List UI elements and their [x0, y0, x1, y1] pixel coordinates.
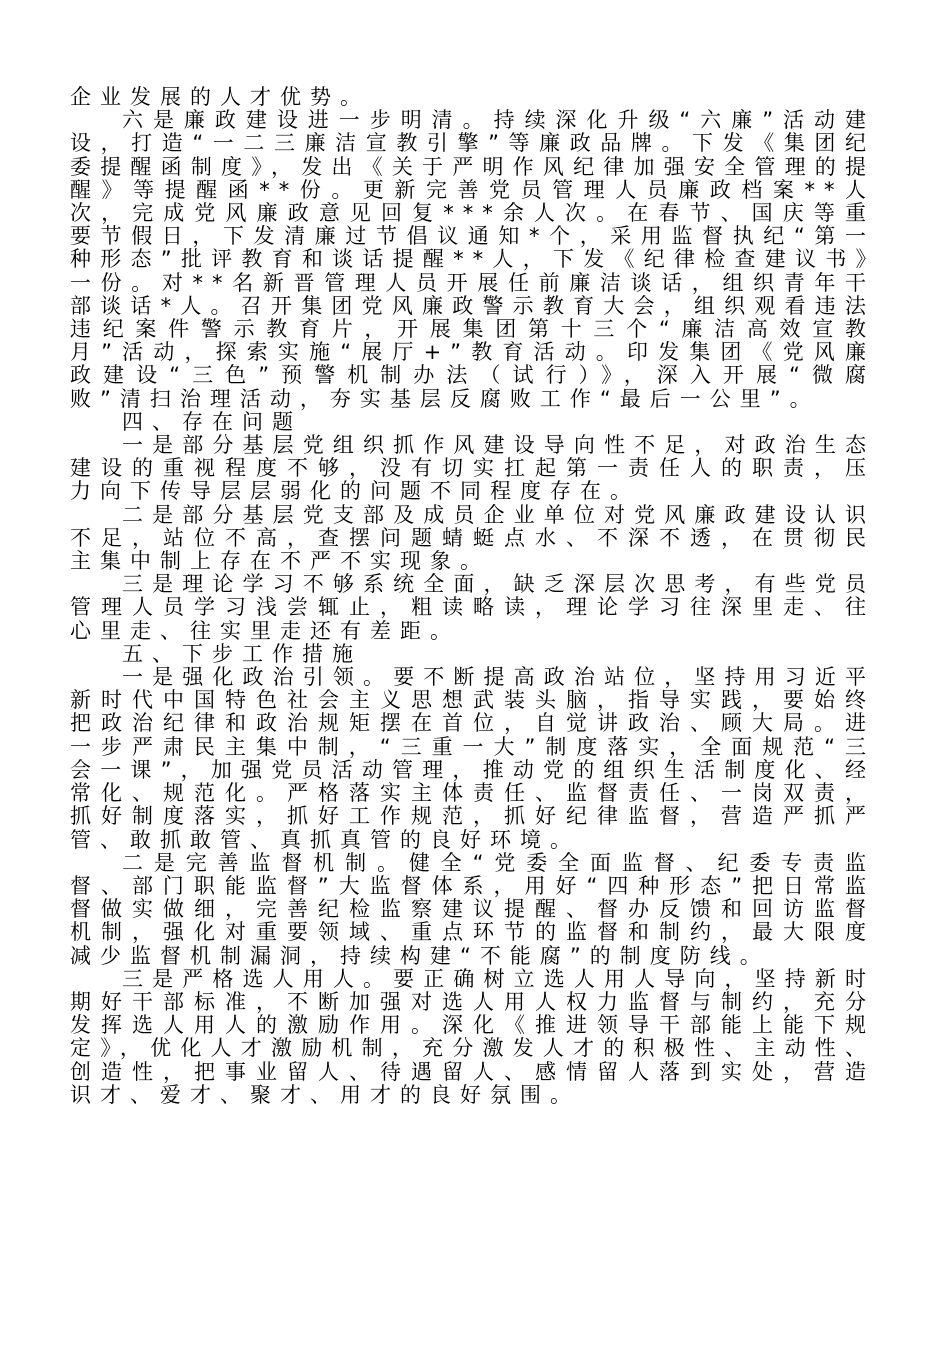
section-heading-existing-problems: 四、存在问题 [122, 409, 302, 434]
paragraph-problem-3: 三是理论学习不够系统全面，缺乏深层次思考，有些党员管理人员学习浅尝辄止，粗读略读，理论学习往深里走、往心里走、往实里走还有差距。 [70, 572, 875, 643]
paragraph-problem-1: 一是部分基层党组织抓作风建设导向性不足，对政治生态建设的重视程度不够，没有切实扛起第一责任人的职责，压力向下传导层层弱化的问题不同程度存在。 [70, 433, 875, 504]
section-heading-next-steps: 五、下步工作措施 [122, 641, 362, 666]
paragraph-problem-2: 二是部分基层党支部及成员企业单位对党风廉政建设认识不足，站位不高，查摆问题蜻蜓点水、不深不透，在贯彻民主集中制上存在不严不实现象。 [70, 502, 875, 574]
paragraph-measure-3: 三是严格选人用人。要正确树立选人用人导向，坚持新时期好干部标准，不断加强对选人用人权力监督与制约，充分发挥选人用人的激励作用。深化《推进领导干部能上能下规定》，优化人才激励机制，充分激发人才的积极性、主动性、创造性，把事业留人、待遇留人、感情留人落到实处，营造识才、爱才、聚才、用才的良好氛围。 [70, 966, 875, 1107]
paragraph-integrity-building: 六是廉政建设进一步明清。持续深化升级“六廉”活动建设，打造“一二三廉洁宣教引擎”等廉政品牌。下发《集团纪委提醒函制度》，发出《关于严明作风纪律加强安全管理的提醒》等提醒函**份。更新完善党员管理人员廉政档案**人次，完成党风廉政意见回复***余人次。在春节、国庆等重要节假日，下发清廉过节倡议通知*个，采用监督执纪“第一种形态”批评教育和谈话提醒**人，下发《纪律检查建议书》一份。对**名新晋管理人员开展任前廉洁谈话，组织青年干部谈话*人。召开集团党风廉政警示教育大会，组织观看违法违纪案件警示教育片，开展集团第十三个“廉洁高效宣教月”活动，探索实施“展厅+”教育活动。印发集团《党风廉政建设“三色”预警机制办法（试行）》，深入开展“微腐败”清扫治理活动，夯实基层反腐败工作“最后一公里”。 [70, 108, 875, 411]
paragraph-measure-1: 一是强化政治引领。要不断提高政治站位，坚持用习近平新时代中国特色社会主义思想武装头脑，指导实践，要始终把政治纪律和政治规矩摆在首位，自觉讲政治、顾大局。进一步严肃民主集中制，“三重一大”制度落实，全面规范“三会一课”，加强党员活动管理，推动党的组织生活制度化、经常化、规范化。严格落实主体责任、监督责任、一岗双责，抓好制度落实，抓好工作规范，抓好纪律监督，营造严抓严管、敢抓敢管、真抓真管的良好环境。 [70, 665, 875, 852]
document-page [70, 86, 875, 1107]
paragraph-continuation: 企业发展的人才优势。 [70, 85, 370, 109]
paragraph-measure-2: 二是完善监督机制。健全“党委全面监督、纪委专责监督、部门职能监督”大监督体系，用好“四种形态”把日常监督做实做细，完善纪检监察建议提醒、督办反馈和回访监督机制，强化对重要领域、重点环节的监督和制约，最大限度减少监督机制漏洞，持续构建“不能腐”的制度防线。 [70, 850, 875, 968]
